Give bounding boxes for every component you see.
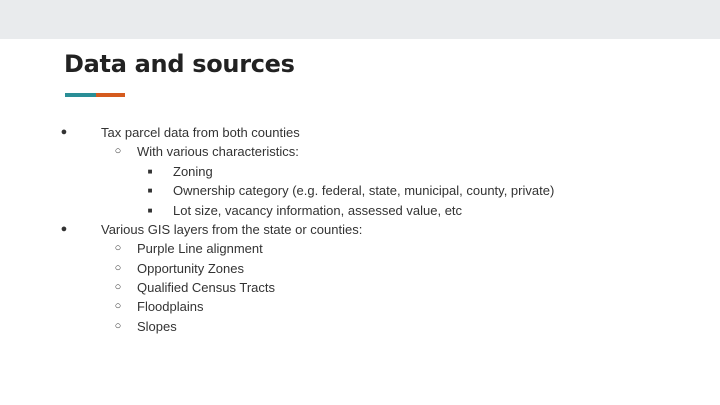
sub-bullet-text: Floodplains <box>137 299 204 314</box>
sub-bullet-text: Opportunity Zones <box>137 261 244 276</box>
sub-bullet-marker: ○ <box>114 145 122 157</box>
bullet-text: Tax parcel data from both counties <box>101 125 300 140</box>
sub-bullet-marker: ○ <box>114 281 122 293</box>
title-accent-teal <box>65 93 96 97</box>
sub-sub-bullet-marker: ■ <box>147 186 153 195</box>
sub-bullet-text: Qualified Census Tracts <box>137 280 276 295</box>
top-band <box>0 0 720 39</box>
sub-bullet-text: Slopes <box>137 319 177 334</box>
sub-bullet-marker: ○ <box>114 300 122 312</box>
sub-sub-bullet-text: Zoning <box>173 164 213 179</box>
sub-bullet-text: With various characteristics: <box>137 144 299 159</box>
sub-bullet-marker: ○ <box>114 262 122 274</box>
sub-bullet-text: Purple Line alignment <box>137 241 263 256</box>
bullet-marker: ● <box>60 223 68 235</box>
sub-sub-bullet-marker: ■ <box>147 167 153 176</box>
sub-bullet-marker: ○ <box>114 242 122 254</box>
bullet-text: Various GIS layers from the state or counties: <box>101 222 363 237</box>
bullet-marker: ● <box>60 126 68 138</box>
sub-sub-bullet-marker: ■ <box>147 206 153 215</box>
sub-sub-bullet-text: Ownership category (e.g. federal, state, municipal, county, private) <box>173 183 555 198</box>
title-accent-orange <box>96 93 125 97</box>
sub-sub-bullet-text: Lot size, vacancy information, assessed value, etc <box>173 203 463 218</box>
slide-title: Data and sources <box>64 50 295 78</box>
sub-bullet-marker: ○ <box>114 320 122 332</box>
